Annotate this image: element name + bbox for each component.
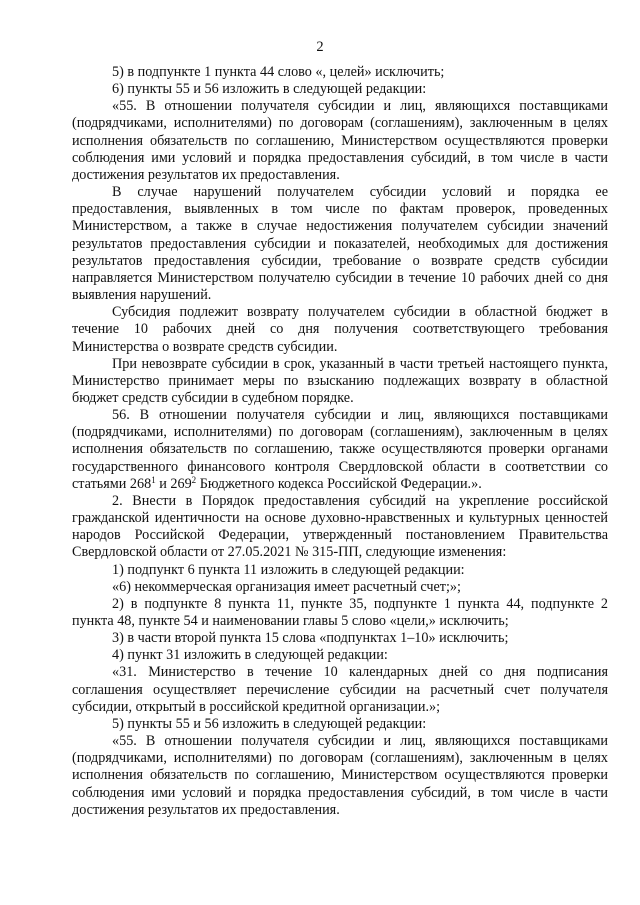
paragraph-b-amend-1: 1) подпункт 6 пункта 11 изложить в следующей редакции: [112,561,465,578]
paragraph-item-2: 2. Внести в Порядок предоставления субсидий на укрепление российской гражданской идентичности на основе духовно-нравственных и культурных ценностей народов Российской Федерации, утвержденный постановлением Правительства Свердловской области от 27.05.2021 № 315-ПП, следующие изменения: [72,492,608,561]
paragraph-non-refund: При невозврате субсидии в срок, указанный в части третьей настоящего пункта, Министерство принимает меры по взысканию подлежащих возврату в областной бюджет средств субсидии в судебном порядке. [72,355,608,406]
paragraph-b-amend-3: 3) в части второй пункта 15 слова «подпунктах 1–10» исключить; [112,630,509,647]
paragraph-violations: В случае нарушений получателем субсидии условий и порядка ее предоставления, выявленных в том числе по фактам проверок, проведенных Министерством, а также в случае недостижения получателем субсидии значений результатов предоставления субсидии и показателей, необходимых для достижения результатов предоставления субсидии, требование о возврате средств субсидии направляется Министерством получателю субсидии в течение 10 рабочих дней со дня выявления нарушений. [72,184,608,304]
paragraph-b-point-55: «55. В отношении получателя субсидии и лиц, являющихся поставщиками (подрядчиками, исполнителями) по договорам (соглашениям), заключенным в целях исполнения обязательств по соглашению, Министерством осуществляются проверки соблюдения ими условий и порядка предоставления субсидий, в том числе в части достижения результатов их предоставления. [72,733,608,818]
point-56-tail: Бюджетного кодекса Российской Федерации.». [196,475,482,492]
paragraph-refund: Субсидия подлежит возврату получателем субсидии в областной бюджет в течение 10 рабочих дней со дня получения соответствующего требования Министерства о возврате средств субсидии. [72,304,608,355]
paragraph-b-amend-5: 5) пункты 55 и 56 изложить в следующей редакции: [112,715,427,732]
point-56-text: 56. В отношении получателя субсидии и лиц, являющихся поставщиками (подрядчиками, исполнителями) по договорам (соглашениям), заключенным в целях исполнения обязательств по соглашению, также осуществляются проверки органами государственного финансового контроля Свердловской области в соответствии со статьями 268 [72,407,608,492]
point-56-and: и 269 [155,475,192,492]
article-269-superscript: 2 [191,474,197,485]
paragraph-b-amend-4: 4) пункт 31 изложить в следующей редакции: [112,647,388,664]
paragraph-amend-5: 5) в подпункте 1 пункта 44 слово «, целей» исключить; [112,64,445,80]
paragraph-amend-6: 6) пункты 55 и 56 изложить в следующей редакции: [112,81,427,98]
paragraph-point-55: «55. В отношении получателя субсидии и лиц, являющихся поставщиками (подрядчиками, исполнителями) по договорам (соглашениям), заключенным в целях исполнения обязательств по соглашению, Министерством осуществляются проверки соблюдения ими условий и порядка предоставления субсидий, в том числе в части достижения результатов их предоставления. [72,98,608,183]
document-body [72,64,608,819]
article-268-superscript: 1 [151,474,156,485]
paragraph-b-amend-2: 2) в подпункте 8 пункта 11, пункте 35, подпункте 1 пункта 44, подпункте 2 пункта 48, пункте 54 и наименовании главы 5 слово «цели,» исключить; [72,595,608,629]
paragraph-b-point-31: «31. Министерство в течение 10 календарных дней со дня подписания соглашения осуществляет перечисление субсидии на расчетный счет получателя субсидии, открытый в российской кредитной организации.»; [72,664,608,715]
paragraph-point-56 [72,407,608,493]
paragraph-b-amend-1-text: «6) некоммерческая организация имеет расчетный счет;»; [112,578,461,595]
page-number: 2 [316,39,324,55]
